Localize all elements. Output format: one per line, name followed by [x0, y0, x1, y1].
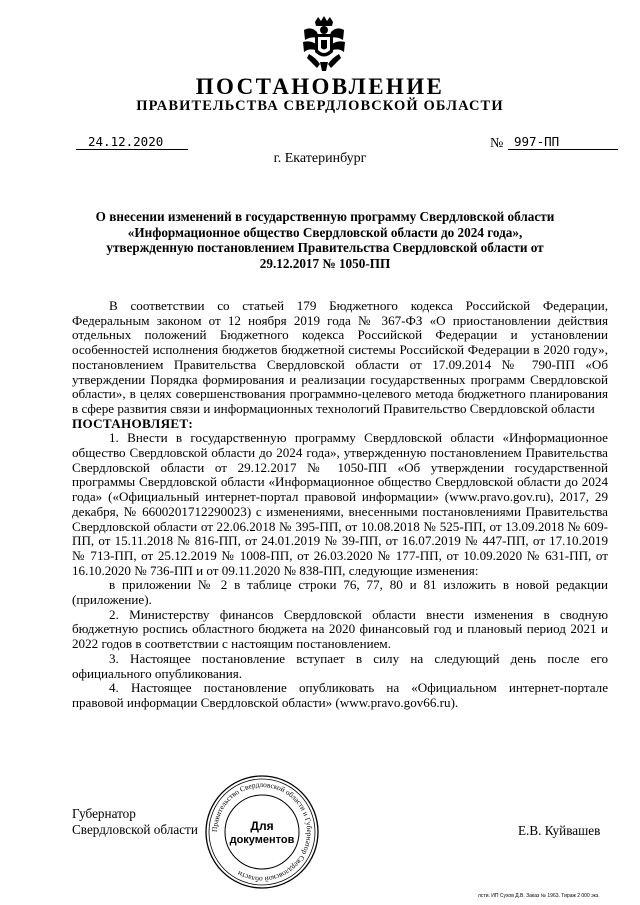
signatory-role: [72, 806, 198, 838]
item-3: 3. Настоящее постановление вступает в силу на следующий день после его официального опубликования.: [72, 650, 608, 681]
item-1: 1. Внести в государственную программу Свердловской области «Информационное общество Свердловской области до 2024 года», утвержденную постановлением Правительства Свердловской области от 29.12.2017 № 1050-ПП «Об утверждении государственной программы Свердловской области «Информационное общество Свердловской области до 2024 года» («Официальный интернет-портал правовой информации» (www.pravo.gov.ru), 2017, 29 декабря, № 6600201712290023) с изменениями, внесенными постановлениями Правительства Свердловской области от 22.06.2018 № 395-ПП, от 10.08.2018 № 525-ПП, от 13.09.2018 № 609-ПП, от 15.11.2018 № 816-ПП, от 24.01.2019 № 39-ПП, от 16.07.2019 № 447-ПП, от 17.10.2019 № 713-ПП, от 25.12.2019 № 1008-ПП, от 26.03.2020 № 177-ПП, от 10.09.2020 № 631-ПП, от 16.10.2020 № 736-ПП и от 09.11.2020 № 838-ПП, следующие изменения:: [72, 430, 608, 578]
stamp-center-line-2: документов: [229, 834, 295, 846]
item-4: 4. Настоящее постановление опубликовать на «Официальном интернет-портале правовой информации Свердловской области» (www.pravo.gov66.ru).: [72, 680, 608, 710]
signatory-role-line-2: Свердловской области: [72, 822, 198, 837]
stamp-ring-text: Правительство Свердловской области и Губернатор Свердловской области: [209, 779, 315, 885]
document-heading: О внесении изменений в государственную программу Свердловской области «Информационное общество Свердловской области до 2024 года», утвержденную постановлением Правительства Свердловской области от 29.12.2017 № 1050-ПП: [95, 209, 555, 271]
coat-of-arms-icon: [301, 14, 347, 72]
document-subtitle: ПРАВИТЕЛЬСТВА СВЕРДЛОВСКОЙ ОБЛАСТИ: [136, 98, 504, 114]
signatory-name: Е.В. Куйвашев: [518, 823, 601, 838]
item-1-sub: в приложении № 2 в таблице строки 76, 77, 80 и 81 изложить в новой редакции (приложение).: [72, 577, 608, 608]
signatory-role-line-1: Губернатор: [72, 806, 136, 821]
printer-note: лсти. ИП Сухов Д.В. Заказ № 1963. Тираж 2 000 экз.: [478, 893, 600, 899]
document-date: 24.12.2020: [76, 134, 188, 150]
document-title: ПОСТАНОВЛЕНИЕ: [195, 74, 445, 99]
city: г. Екатеринбург: [273, 151, 367, 166]
stamp-center-line-1: Для: [250, 819, 274, 833]
document-body: [72, 299, 608, 711]
document-number: 997-ПП: [508, 134, 618, 150]
official-stamp: [202, 772, 322, 892]
item-2: 2. Министерству финансов Свердловской области внести изменения в сводную бюджетную роспись областного бюджета на 2020 финансовый год и плановый период 2021 и 2022 годов в соответствии с настоящим постановлением.: [72, 606, 608, 652]
number-sign: №: [490, 136, 504, 151]
decree-word: ПОСТАНОВЛЯЕТ:: [72, 415, 194, 431]
preamble: В соответствии со статьей 179 Бюджетного кодекса Российской Федерации, Федеральным законом от 12 ноября 2019 года № 367-ФЗ «О приостановлении действия отдельных положений Бюджетного кодекса Российской Федерации и установлении особенностей исполнения бюджетов бюджетной системы Российской Федерации в 2020 году», постановлением Правительства Свердловской области от 17.09.2014 № 790-ПП «Об утверждении Порядка формирования и реализации государственных программ Свердловской области», в целях совершенствования программно-целевого метода бюджетного планирования в сфере развития связи и информационных технологий Правительство Свердловской области: [72, 298, 608, 416]
